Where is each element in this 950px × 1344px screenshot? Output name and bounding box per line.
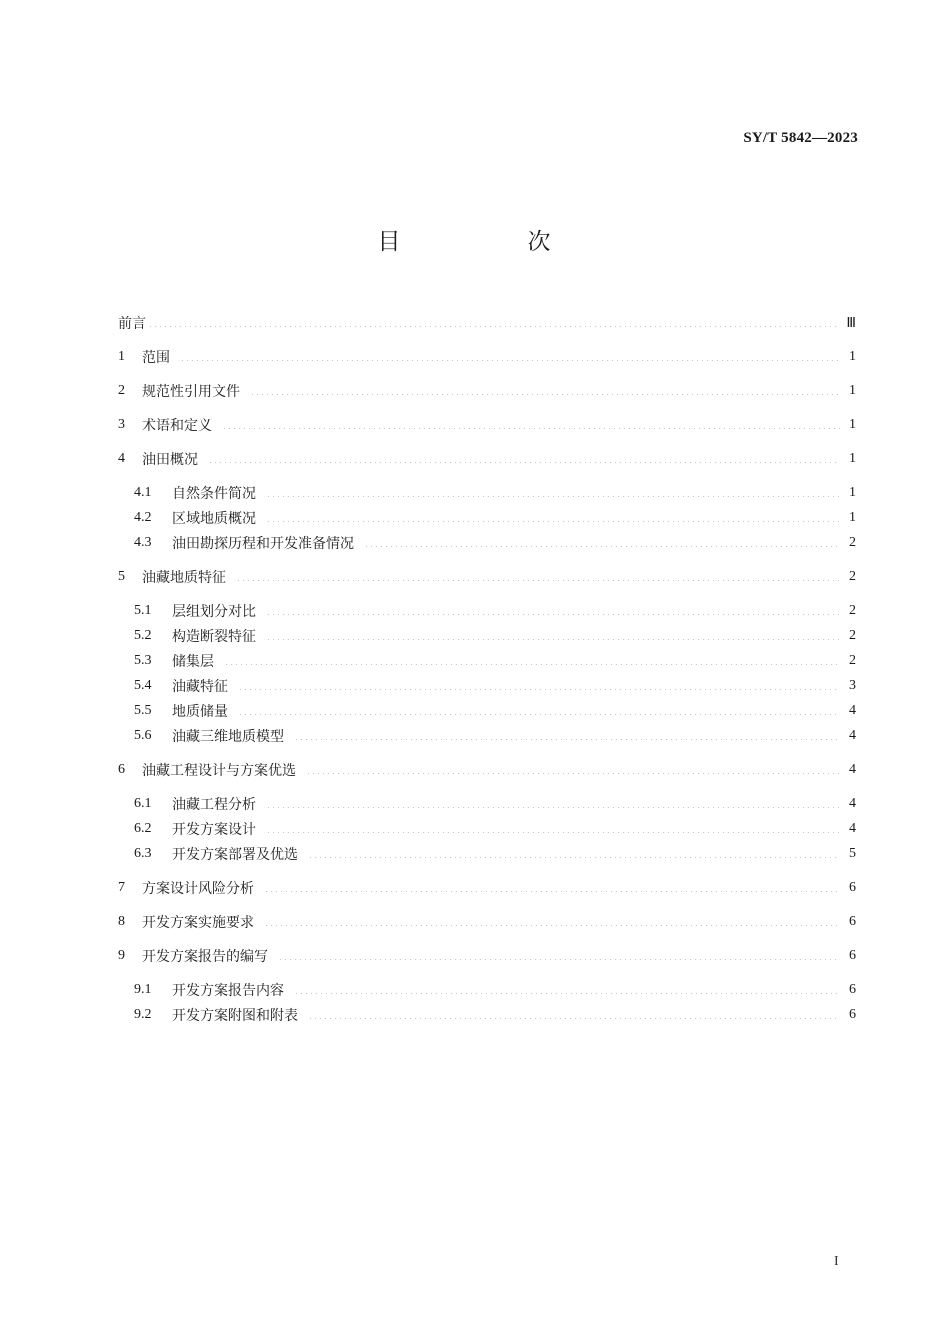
dot-leader [266,639,840,640]
dot-leader [266,832,840,833]
dot-leader [266,496,840,497]
dot-leader [180,360,840,361]
toc-entry-title: 自然条件简况 [172,486,256,502]
toc-entry-number: 4.2 [134,510,152,525]
toc-entry-page: 3 [849,678,856,693]
toc-entry-title: 开发方案部署及优选 [172,847,298,863]
toc-entry[interactable] [134,600,856,622]
toc-entry-title: 前言 [118,316,146,332]
dot-leader [208,462,840,463]
dot-leader [306,773,840,774]
toc-entry[interactable] [134,1004,856,1026]
toc-entry-number: 7 [118,880,125,895]
toc-entry-page: 2 [849,628,856,643]
toc-entry[interactable] [118,448,856,470]
toc-entry-title: 构造断裂特征 [172,629,256,645]
dot-leader [294,993,840,994]
toc-entry-title: 地质储量 [172,704,228,720]
toc-entry-title: 开发方案报告内容 [172,983,284,999]
toc-entry[interactable] [118,566,856,588]
page-title: 目 次 [377,229,603,255]
toc-entry-page: 4 [849,762,856,777]
toc-entry[interactable] [118,312,856,334]
toc-entry[interactable] [134,625,856,647]
toc-entry-title: 油藏特征 [172,679,228,695]
toc-entry-page: 5 [849,846,856,861]
toc-entry-page: 1 [849,349,856,364]
toc-entry-page: 2 [849,653,856,668]
toc-entry-number: 5.4 [134,678,152,693]
toc-entry[interactable] [134,650,856,672]
toc-entry[interactable] [134,793,856,815]
toc-entry-title: 术语和定义 [142,418,212,434]
toc-entry-page: 2 [849,603,856,618]
toc-entry-page: 1 [849,485,856,500]
toc-entry-page: 1 [849,510,856,525]
toc-entry-number: 6.3 [134,846,152,861]
toc-entry-title: 油藏地质特征 [142,570,226,586]
toc-entry-number: 5.5 [134,703,152,718]
dot-leader [238,689,840,690]
toc-entry-number: 6 [118,762,125,777]
toc-entry-title: 油田概况 [142,452,198,468]
toc-entry-title: 油藏工程分析 [172,797,256,813]
toc-entry[interactable] [134,675,856,697]
toc-entry[interactable] [134,979,856,1001]
toc-entry-page: 6 [849,914,856,929]
toc-entry-page: 4 [849,796,856,811]
toc-entry-title: 油藏工程设计与方案优选 [142,763,296,779]
toc-entry-page: Ⅲ [846,315,856,331]
dot-leader [224,664,840,665]
toc-entry-title: 范围 [142,350,170,366]
toc-entry-number: 9.2 [134,1007,152,1022]
toc-entry-number: 9 [118,948,125,963]
dot-leader [278,959,840,960]
toc-entry-title: 开发方案设计 [172,822,256,838]
page-number: I [834,1254,839,1269]
toc-entry[interactable] [134,843,856,865]
dot-leader [294,739,840,740]
toc-entry-number: 6.1 [134,796,152,811]
toc-entry[interactable] [118,414,856,436]
dot-leader [264,891,840,892]
toc-entry-number: 5.3 [134,653,152,668]
toc-entry-page: 4 [849,728,856,743]
dot-leader [250,394,840,395]
toc-entry-title: 油藏三维地质模型 [172,729,284,745]
toc-entry[interactable] [118,759,856,781]
toc-entry-number: 6.2 [134,821,152,836]
toc-entry-page: 1 [849,417,856,432]
toc-entry[interactable] [134,507,856,529]
toc-entry-title: 规范性引用文件 [142,384,240,400]
toc-entry[interactable] [118,945,856,967]
toc-entry[interactable] [134,818,856,840]
dot-leader [222,428,840,429]
toc-entry-number: 9.1 [134,982,152,997]
toc-entry-page: 1 [849,451,856,466]
toc-entry-number: 3 [118,417,125,432]
toc-entry-title: 区域地质概况 [172,511,256,527]
toc-entry-page: 4 [849,821,856,836]
toc-entry-number: 4.3 [134,535,152,550]
toc-entry-page: 4 [849,703,856,718]
toc-entry-page: 2 [849,535,856,550]
toc-entry-number: 4.1 [134,485,152,500]
toc-entry-page: 6 [849,880,856,895]
standard-code: SY/T 5842—2023 [743,130,858,146]
dot-leader [266,807,840,808]
toc-entry[interactable] [134,725,856,747]
dot-leader [308,1018,840,1019]
toc-entry-title: 层组划分对比 [172,604,256,620]
toc-entry-number: 2 [118,383,125,398]
toc-entry-title: 油田勘探历程和开发准备情况 [172,536,354,552]
toc-entry-page: 6 [849,982,856,997]
toc-entry[interactable] [118,911,856,933]
toc-entry-title: 开发方案附图和附表 [172,1008,298,1024]
toc-entry-number: 5.6 [134,728,152,743]
toc-entry-number: 1 [118,349,125,364]
toc-entry-page: 2 [849,569,856,584]
toc-entry-title: 开发方案报告的编写 [142,949,268,965]
toc-entry-page: 1 [849,383,856,398]
dot-leader [266,521,840,522]
toc-entry[interactable] [118,380,856,402]
toc-entry-page: 6 [849,948,856,963]
toc-entry[interactable] [118,346,856,368]
dot-leader [266,614,840,615]
toc-entry-title: 储集层 [172,654,214,670]
toc-entry-number: 8 [118,914,125,929]
dot-leader [238,714,840,715]
toc-entry-number: 5.1 [134,603,152,618]
toc-entry-title: 方案设计风险分析 [142,881,254,897]
toc-entry-page: 6 [849,1007,856,1022]
toc-entry[interactable] [118,877,856,899]
dot-leader [236,580,840,581]
toc-entry[interactable] [134,700,856,722]
toc-entry[interactable] [134,532,856,554]
dot-leader [364,546,840,547]
toc-entry-number: 5.2 [134,628,152,643]
dot-leader [148,326,840,327]
dot-leader [308,857,840,858]
toc-entry-title: 开发方案实施要求 [142,915,254,931]
toc-entry-number: 5 [118,569,125,584]
toc-entry[interactable] [134,482,856,504]
toc-entry-number: 4 [118,451,125,466]
dot-leader [264,925,840,926]
